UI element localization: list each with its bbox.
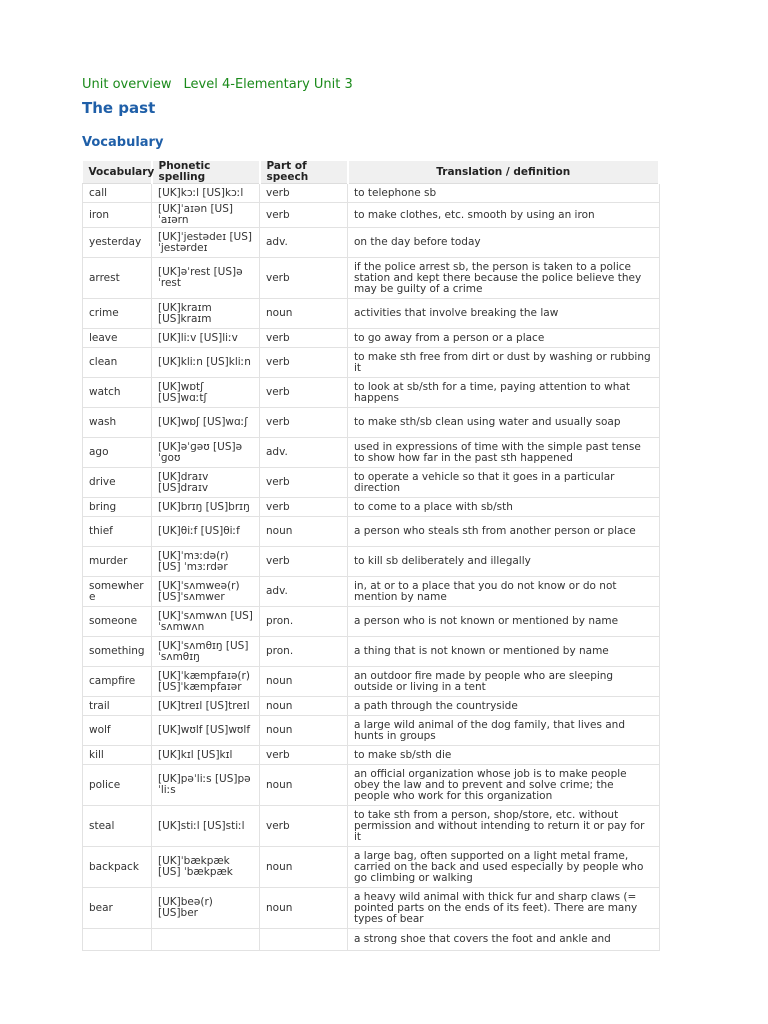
- phonetic-cell: [UK]wʊlf [US]wʊlf: [152, 716, 260, 746]
- definition-cell: a large bag, often supported on a light metal frame, carried on the back and used especially by people who go climbing or walking: [348, 847, 660, 888]
- vocab-word-cell: crime: [83, 299, 152, 329]
- table-row: [83, 806, 660, 847]
- phonetic-cell: [UK]ˈsʌmweə(r) [US]ˈsʌmwer: [152, 577, 260, 607]
- table-row: [83, 667, 660, 697]
- part-of-speech-cell: verb: [260, 468, 348, 498]
- vocab-word-cell: wash: [83, 408, 152, 438]
- definition-cell: to come to a place with sb/sth: [348, 498, 660, 517]
- part-of-speech-cell: noun: [260, 299, 348, 329]
- vocab-word-cell: trail: [83, 697, 152, 716]
- part-of-speech-cell: noun: [260, 847, 348, 888]
- table-body: [83, 184, 660, 951]
- part-of-speech-cell: verb: [260, 498, 348, 517]
- definition-cell: an official organization whose job is to make people obey the law and to prevent and solve crime; the people who work for this organization: [348, 765, 660, 806]
- definition-cell: to take sth from a person, shop/store, etc. without permission and without intending to return it or pay for it: [348, 806, 660, 847]
- table-row: [83, 468, 660, 498]
- phonetic-cell: [UK]wɒtʃ [US]wɑːtʃ: [152, 378, 260, 408]
- table-row: [83, 888, 660, 929]
- phonetic-cell: [UK]ˈbækpæk [US] ˈbækpæk: [152, 847, 260, 888]
- phonetic-cell: [UK]beə(r) [US]ber: [152, 888, 260, 929]
- definition-cell: on the day before today: [348, 228, 660, 258]
- definition-cell: to make sb/sth die: [348, 746, 660, 765]
- definition-cell: a strong shoe that covers the foot and ankle and: [348, 929, 660, 951]
- table-row: [83, 847, 660, 888]
- phonetic-cell: [UK]treɪl [US]treɪl: [152, 697, 260, 716]
- header-definition: Translation / definition: [348, 161, 660, 184]
- page-title: The past: [82, 99, 156, 117]
- table-row: [83, 348, 660, 378]
- phonetic-cell: [UK]kɪl [US]kɪl: [152, 746, 260, 765]
- part-of-speech-cell: noun: [260, 667, 348, 697]
- definition-cell: a person who is not known or mentioned by name: [348, 607, 660, 637]
- part-of-speech-cell: adv.: [260, 228, 348, 258]
- vocab-word-cell: leave: [83, 329, 152, 348]
- table-row: [83, 716, 660, 746]
- definition-cell: a thing that is not known or mentioned by name: [348, 637, 660, 667]
- definition-cell: a heavy wild animal with thick fur and sharp claws (= pointed parts on the ends of its feet). There are many types of bear: [348, 888, 660, 929]
- definition-cell: a person who steals sth from another person or place: [348, 517, 660, 547]
- phonetic-cell: [UK]pəˈliːs [US]pə ˈliːs: [152, 765, 260, 806]
- definition-cell: in, at or to a place that you do not know or do not mention by name: [348, 577, 660, 607]
- part-of-speech-cell: verb: [260, 746, 348, 765]
- table-row: [83, 746, 660, 765]
- phonetic-cell: [UK]ˈsʌmwʌn [US] ˈsʌmwʌn: [152, 607, 260, 637]
- phonetic-cell: [UK]əˈrest [US]ə ˈrest: [152, 258, 260, 299]
- definition-cell: to make sth free from dirt or dust by washing or rubbing it: [348, 348, 660, 378]
- part-of-speech-cell: [260, 929, 348, 951]
- part-of-speech-cell: noun: [260, 697, 348, 716]
- definition-cell: activities that involve breaking the law: [348, 299, 660, 329]
- table-row: [83, 577, 660, 607]
- definition-cell: to kill sb deliberately and illegally: [348, 547, 660, 577]
- table-row: [83, 637, 660, 667]
- table-row: [83, 329, 660, 348]
- part-of-speech-cell: verb: [260, 408, 348, 438]
- phonetic-cell: [UK]ˈmɜːdə(r) [US] ˈmɜːrdər: [152, 547, 260, 577]
- vocabulary-table: [82, 161, 660, 951]
- table-row: [83, 408, 660, 438]
- definition-cell: to operate a vehicle so that it goes in a particular direction: [348, 468, 660, 498]
- vocab-word-cell: murder: [83, 547, 152, 577]
- phonetic-cell: [UK]ˈaɪən [US]ˈaɪərn: [152, 203, 260, 228]
- table-row: [83, 228, 660, 258]
- part-of-speech-cell: verb: [260, 258, 348, 299]
- definition-cell: to make clothes, etc. smooth by using an iron: [348, 203, 660, 228]
- header-phonetic: Phonetic spelling: [152, 161, 260, 184]
- table-row: [83, 697, 660, 716]
- table-row: [83, 498, 660, 517]
- part-of-speech-cell: adv.: [260, 577, 348, 607]
- vocab-word-cell: thief: [83, 517, 152, 547]
- vocab-word-cell: ago: [83, 438, 152, 468]
- breadcrumb-level[interactable]: Level 4-Elementary Unit 3: [183, 77, 353, 92]
- phonetic-cell: [UK]ˈjestədeɪ [US] ˈjestərdeɪ: [152, 228, 260, 258]
- part-of-speech-cell: noun: [260, 716, 348, 746]
- definition-cell: used in expressions of time with the simple past tense to show how far in the past sth happened: [348, 438, 660, 468]
- vocab-word-cell: bear: [83, 888, 152, 929]
- part-of-speech-cell: verb: [260, 806, 348, 847]
- phonetic-cell: [UK]draɪv [US]draɪv: [152, 468, 260, 498]
- vocab-word-cell: somewhere: [83, 577, 152, 607]
- vocab-word-cell: police: [83, 765, 152, 806]
- vocab-word-cell: iron: [83, 203, 152, 228]
- vocab-word-cell: backpack: [83, 847, 152, 888]
- table-row: [83, 299, 660, 329]
- definition-cell: a path through the countryside: [348, 697, 660, 716]
- table-row: [83, 438, 660, 468]
- definition-cell: to make sth/sb clean using water and usually soap: [348, 408, 660, 438]
- vocab-word-cell: clean: [83, 348, 152, 378]
- table-row: [83, 607, 660, 637]
- phonetic-cell: [UK]kɔːl [US]kɔːl: [152, 184, 260, 203]
- table-row: [83, 517, 660, 547]
- part-of-speech-cell: verb: [260, 203, 348, 228]
- vocab-word-cell: kill: [83, 746, 152, 765]
- part-of-speech-cell: adv.: [260, 438, 348, 468]
- header-part-of-speech: Part of speech: [260, 161, 348, 184]
- vocab-word-cell: yesterday: [83, 228, 152, 258]
- vocab-word-cell: drive: [83, 468, 152, 498]
- table-row: [83, 929, 660, 951]
- table-row: [83, 378, 660, 408]
- phonetic-cell: [UK]wɒʃ [US]wɑːʃ: [152, 408, 260, 438]
- phonetic-cell: [UK]ˈkæmpfaɪə(r) [US]ˈkæmpfaɪər: [152, 667, 260, 697]
- table-row: [83, 184, 660, 203]
- part-of-speech-cell: pron.: [260, 607, 348, 637]
- table-row: [83, 765, 660, 806]
- definition-cell: to telephone sb: [348, 184, 660, 203]
- part-of-speech-cell: verb: [260, 329, 348, 348]
- phonetic-cell: [UK]stiːl [US]stiːl: [152, 806, 260, 847]
- part-of-speech-cell: noun: [260, 765, 348, 806]
- phonetic-cell: [UK]liːv [US]liːv: [152, 329, 260, 348]
- vocab-word-cell: bring: [83, 498, 152, 517]
- phonetic-cell: [UK]əˈɡəʊ [US]ə ˈɡoʊ: [152, 438, 260, 468]
- vocab-word-cell: [83, 929, 152, 951]
- definition-cell: to look at sb/sth for a time, paying attention to what happens: [348, 378, 660, 408]
- part-of-speech-cell: verb: [260, 378, 348, 408]
- part-of-speech-cell: noun: [260, 888, 348, 929]
- phonetic-cell: [UK]kraɪm [US]kraɪm: [152, 299, 260, 329]
- table-row: [83, 203, 660, 228]
- part-of-speech-cell: verb: [260, 184, 348, 203]
- phonetic-cell: [UK]kliːn [US]kliːn: [152, 348, 260, 378]
- phonetic-cell: [UK]ˈsʌmθɪŋ [US] ˈsʌmθɪŋ: [152, 637, 260, 667]
- definition-cell: a large wild animal of the dog family, that lives and hunts in groups: [348, 716, 660, 746]
- part-of-speech-cell: noun: [260, 517, 348, 547]
- vocab-word-cell: someone: [83, 607, 152, 637]
- breadcrumb: [82, 76, 660, 94]
- part-of-speech-cell: verb: [260, 547, 348, 577]
- phonetic-cell: [UK]θiːf [US]θiːf: [152, 517, 260, 547]
- vocab-word-cell: steal: [83, 806, 152, 847]
- vocab-word-cell: arrest: [83, 258, 152, 299]
- definition-cell: to go away from a person or a place: [348, 329, 660, 348]
- breadcrumb-unit-overview[interactable]: Unit overview: [82, 77, 172, 92]
- part-of-speech-cell: verb: [260, 348, 348, 378]
- part-of-speech-cell: pron.: [260, 637, 348, 667]
- vocab-word-cell: call: [83, 184, 152, 203]
- header-vocabulary: Vocabulary: [83, 161, 152, 184]
- table-row: [83, 258, 660, 299]
- definition-cell: an outdoor fire made by people who are sleeping outside or living in a tent: [348, 667, 660, 697]
- vocab-word-cell: something: [83, 637, 152, 667]
- phonetic-cell: [152, 929, 260, 951]
- vocab-word-cell: wolf: [83, 716, 152, 746]
- section-title: Vocabulary: [82, 135, 164, 150]
- document-page: [82, 76, 660, 951]
- definition-cell: if the police arrest sb, the person is taken to a police station and kept there because the police believe they may be guilty of a crime: [348, 258, 660, 299]
- table-row: [83, 547, 660, 577]
- vocab-word-cell: watch: [83, 378, 152, 408]
- vocab-word-cell: campfire: [83, 667, 152, 697]
- table-header-row: [83, 161, 660, 184]
- phonetic-cell: [UK]brɪŋ [US]brɪŋ: [152, 498, 260, 517]
